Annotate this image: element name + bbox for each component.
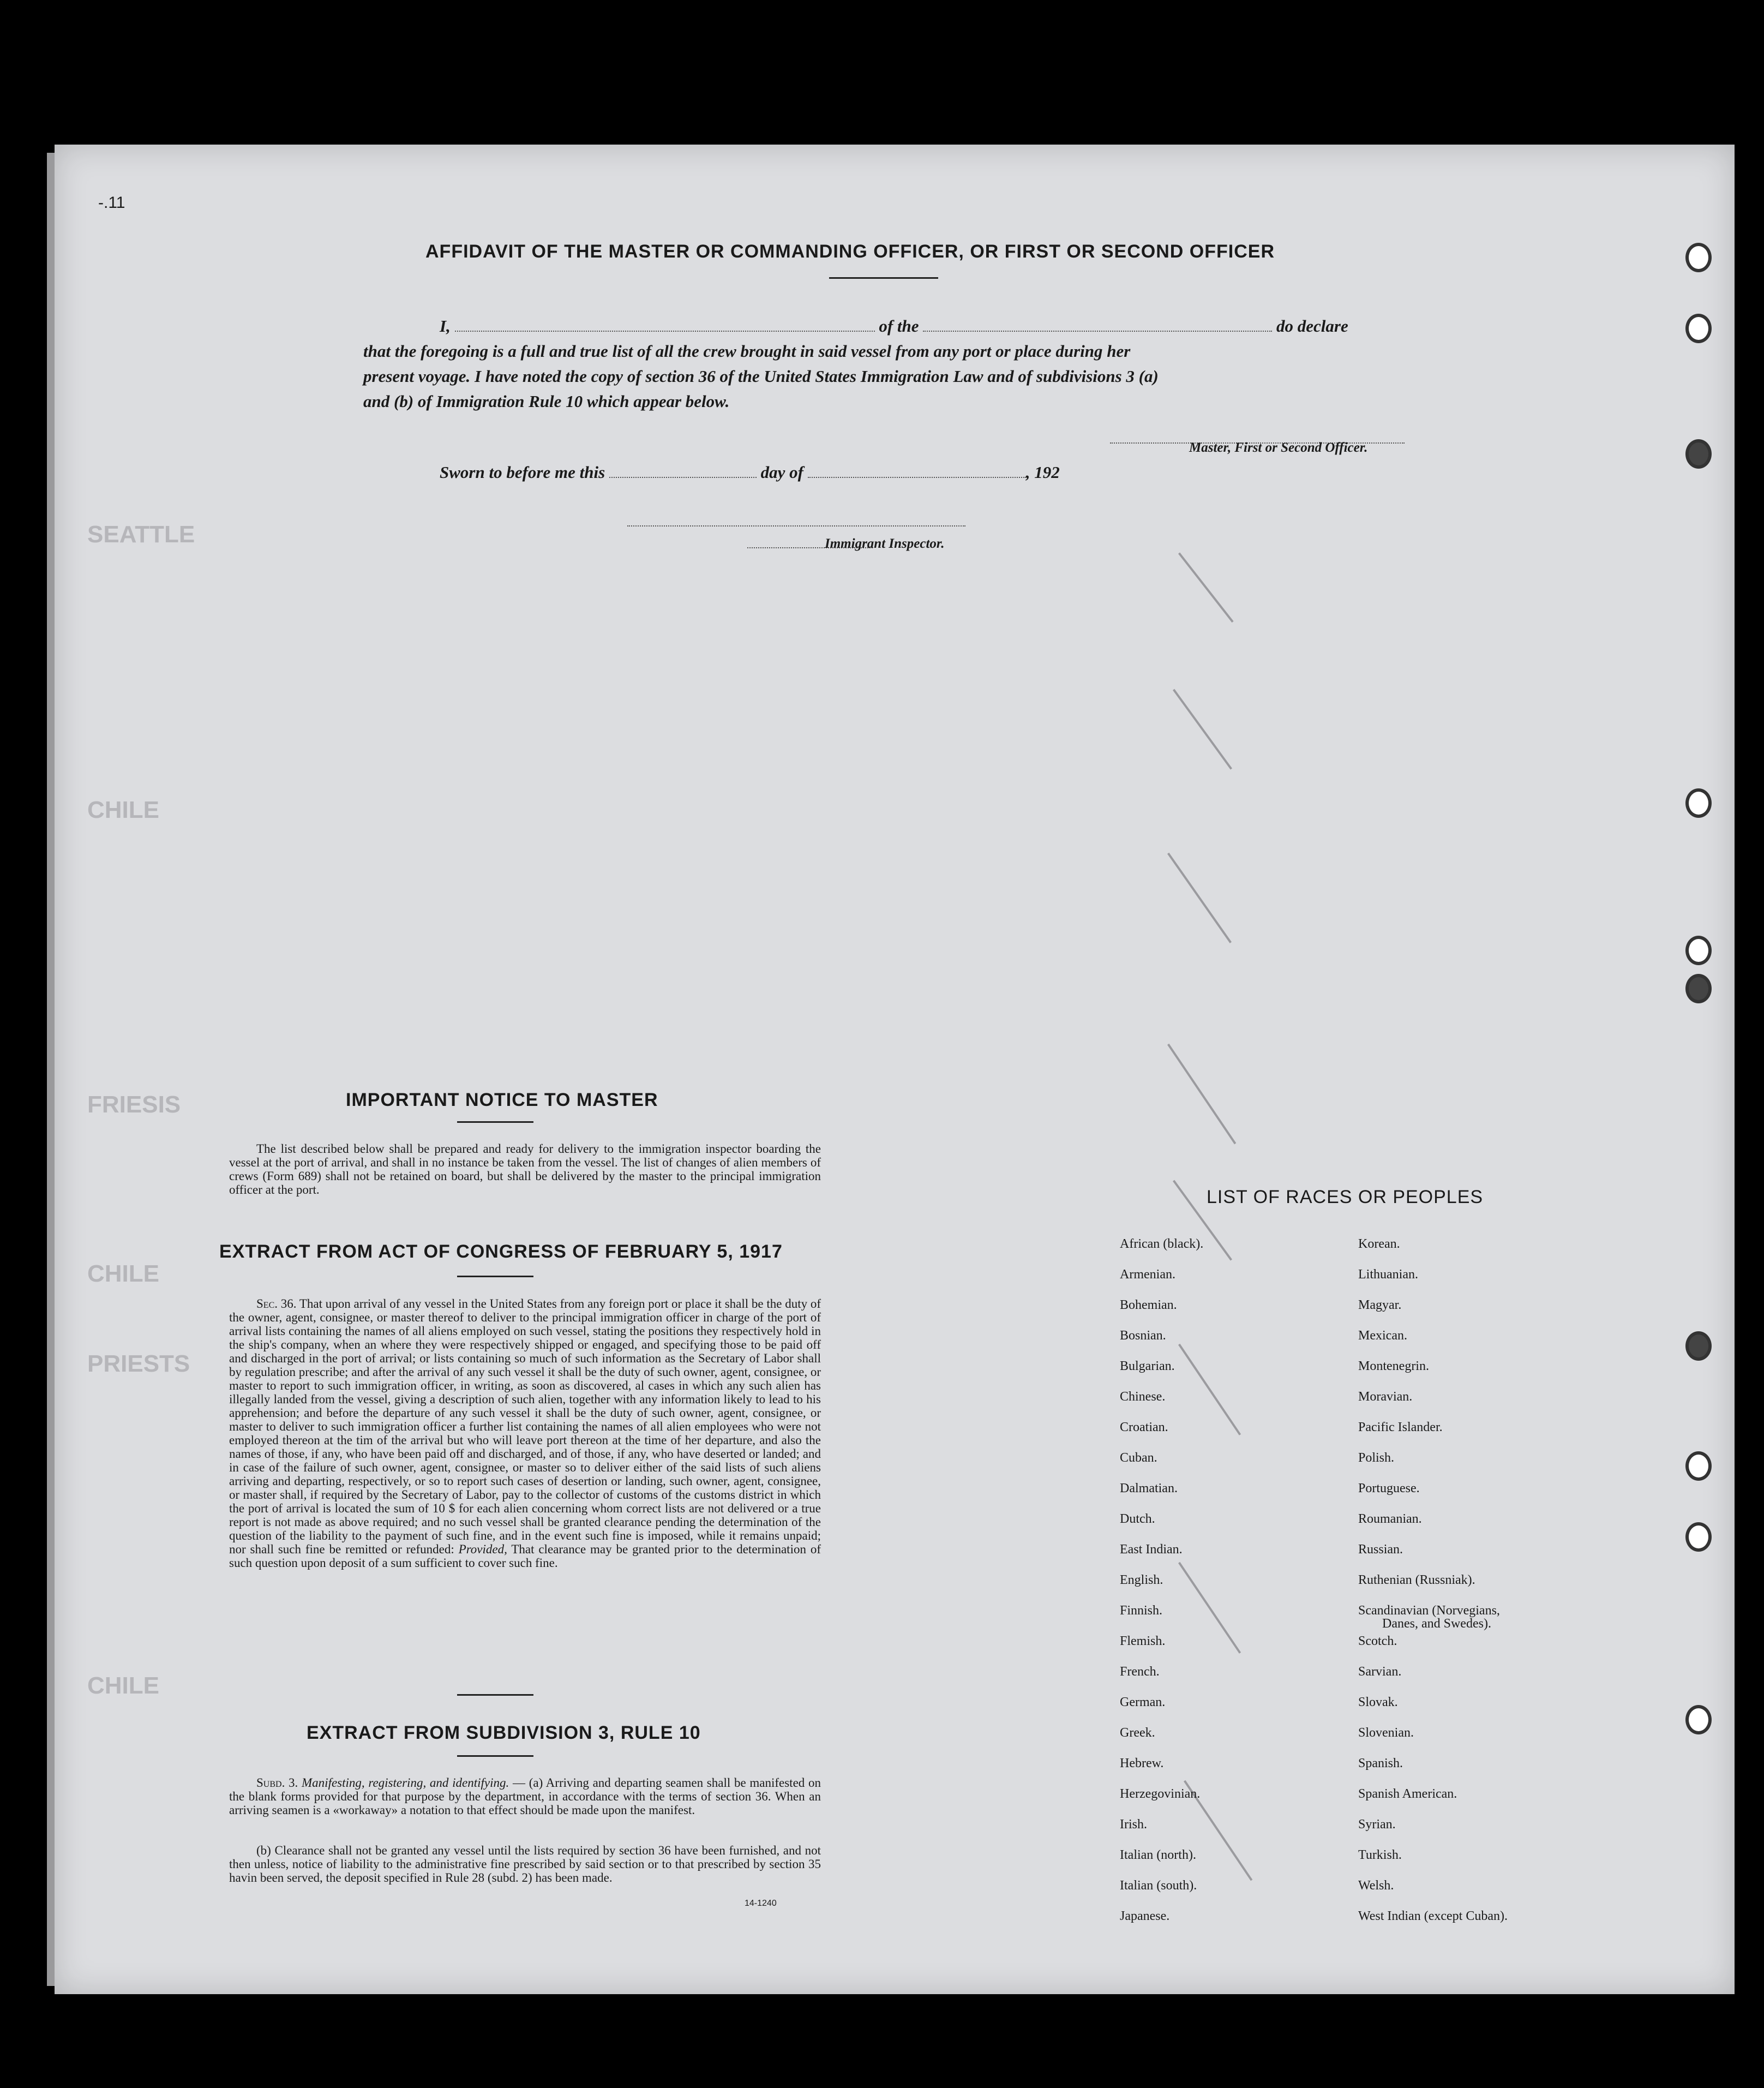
inspector-label: Immigrant Inspector.	[825, 536, 945, 551]
affidavit-i: I,	[440, 316, 451, 336]
provided-label: Provided,	[458, 1542, 507, 1556]
bleed-through-text: CHILE	[87, 1672, 159, 1699]
race-item: Dutch.	[1120, 1512, 1155, 1526]
race-item: Armenian.	[1120, 1267, 1175, 1282]
race-item: Polish.	[1358, 1451, 1395, 1465]
bleed-through-text: CHILE	[87, 797, 159, 823]
binder-hole	[1685, 1705, 1712, 1734]
act-heading: EXTRACT FROM ACT OF CONGRESS OF FEBRUARY 5, 1917	[219, 1241, 783, 1262]
races-left-column	[1120, 1236, 1203, 1939]
race-item: Spanish American.	[1358, 1787, 1457, 1801]
race-item: Croatian.	[1120, 1420, 1168, 1434]
race-item: Pacific Islander.	[1358, 1420, 1443, 1434]
race-item: Greek.	[1120, 1726, 1155, 1740]
race-item: Korean.	[1358, 1237, 1400, 1251]
rule-heading: EXTRACT FROM SUBDIVISION 3, RULE 10	[307, 1722, 701, 1743]
race-item: French.	[1120, 1665, 1160, 1679]
race-item: Scotch.	[1358, 1634, 1397, 1648]
race-item: West Indian (except Cuban).	[1358, 1909, 1508, 1923]
heading-rule	[829, 277, 938, 279]
race-item: Hebrew.	[1120, 1756, 1164, 1770]
race-item: Spanish.	[1358, 1756, 1403, 1770]
sec-36-text: That upon arrival of any vessel in the United States from any foreign port or place it shall be the duty of the owner, agent, consignee, or master thereof to deliver to the principal immigration officer in charge of the port of arrival lists containing the names of all aliens employed on such vessel, stating the positions they respectively hold in the ship's company, when an where they were respectively shipped or engaged, and specifying those to be paid off and discharged in the port of arrival; or lists containing so much of such information as the Secretary of Labor shall by regulation prescribe; and after the arrival of any such vessel it shall be the duty of such owner, agent, consignee, or master to report to such immigration officer, in writing, as soon as discovered, al cases in which any such alien has illegally landed from the vessel, giving a description of such alien, together with any information likely to lead to his apprehension; and before the departure of any such vessel it shall be the duty of such owner, agent, consignee, or master to deliver to such immigration officer a further list containing the names of all alien employees who were not employed thereon at the tim of the arrival but who will leave port thereon at the time of her departure, and also the names of those, if any, who have been paid off and discharged, and of those, if any, who have deserted or landed; and in case of the failure of such owner, agent, consignee, or master so to deliver either of the said lists of such aliens arriving and departing, respectively, or so to report such cases of desertion or landing, such owner, agent, consignee, or master shall, if required by the Secretary of Labor, pay to the collector of customs of the customs district in which the port of arrival is located the sum of 10 $ for each alien concerning whom correct lists are not delivered or a true report is not made as above required; and no such vessel shall be granted clearance pending the determination of the question of the liability to the payment of such fine, and in the event such fine is imposed, while it remains unpaid; nor shall such fine be remitted or refunded:	[229, 1297, 821, 1556]
race-item: Welsh.	[1358, 1878, 1394, 1893]
notice-body: The list described below shall be prepared and ready for delivery to the immigration inspector boarding the vessel at the port of arrival, and shall in no instance be taken from the vessel. The list of changes of alien members of crews (Form 689) shall not be retained on board, but shall be delivered by the master to the principal immigration officer at the port.	[229, 1142, 821, 1196]
race-item: Chinese.	[1120, 1390, 1166, 1404]
master-signature-label: Master, First or Second Officer.	[1189, 440, 1368, 455]
check-mark	[1178, 553, 1234, 623]
affidavit-of-the: of the	[879, 316, 919, 336]
year-label: , 192	[1025, 463, 1060, 482]
binder-hole	[1685, 1451, 1712, 1481]
race-item: Flemish.	[1120, 1634, 1166, 1648]
affidavit-line1	[440, 314, 1465, 339]
affidavit-heading: AFFIDAVIT OF THE MASTER OR COMMANDING OFFICER, OR FIRST OR SECOND OFFICER	[425, 241, 1275, 262]
race-item: East Indian.	[1120, 1542, 1183, 1557]
race-item: English.	[1120, 1573, 1163, 1587]
affidavit-line4: and (b) of Immigration Rule 10 which appear below.	[363, 392, 730, 411]
name-field[interactable]	[455, 316, 875, 332]
race-item: Turkish.	[1358, 1848, 1402, 1862]
race-item: Mexican.	[1358, 1329, 1407, 1343]
race-item: Moravian.	[1358, 1390, 1413, 1404]
check-mark	[1173, 689, 1232, 770]
rule-para-b: (b) Clearance shall not be granted any vessel until the lists required by section 36 have been furnished, and not then unless, notice of liability to the administrative fine prescribed by said section or to that prescribed by section 35 havin been served, the deposit specified in Rule 28 (subd. 2) has been made.	[229, 1844, 821, 1884]
race-item: Bosnian.	[1120, 1329, 1166, 1343]
race-item: Syrian.	[1358, 1817, 1396, 1832]
vessel-field[interactable]	[923, 316, 1272, 332]
document-page	[55, 145, 1735, 1994]
binder-hole	[1685, 788, 1712, 818]
race-item: Japanese.	[1120, 1909, 1170, 1923]
race-item: Herzegovinian.	[1120, 1787, 1201, 1801]
race-item: Slovak.	[1358, 1695, 1398, 1709]
race-item: Irish.	[1120, 1817, 1147, 1832]
race-item: Italian (north).	[1120, 1848, 1196, 1862]
sworn-label: Sworn to before me this	[440, 463, 605, 482]
check-mark	[1167, 1044, 1236, 1145]
race-item: Russian.	[1358, 1542, 1403, 1557]
race-item: Montenegrin.	[1358, 1359, 1429, 1373]
subd-title: Manifesting, registering, and identifying.	[302, 1776, 509, 1790]
race-item: Slovenian.	[1358, 1726, 1414, 1740]
binder-hole	[1685, 243, 1712, 272]
check-mark	[1167, 853, 1232, 943]
race-item: Scandinavian (Norvegians,	[1358, 1604, 1500, 1618]
sec-label: Sec. 36.	[256, 1297, 297, 1311]
race-item: Danes, and Swedes).	[1382, 1617, 1491, 1631]
races-right-column	[1358, 1236, 1508, 1939]
bleed-through-text: FRIESIS	[87, 1091, 181, 1118]
races-heading: LIST OF RACES OR PEOPLES	[1207, 1187, 1484, 1207]
act-body	[229, 1297, 821, 1570]
heading-rule	[457, 1276, 533, 1277]
race-item: Italian (south).	[1120, 1878, 1197, 1893]
corner-mark: -.11	[98, 194, 125, 212]
race-item: Sarvian.	[1358, 1665, 1402, 1679]
binder-hole	[1685, 974, 1712, 1003]
section-rule	[457, 1694, 533, 1696]
affidavit-declare: do declare	[1276, 316, 1348, 336]
sworn-month-field[interactable]	[808, 463, 1026, 478]
inspector-signature-line[interactable]	[627, 511, 965, 527]
affidavit-line3: present voyage. I have noted the copy of section 36 of the United States Immigration Law and of subdivisions 3 (a)	[363, 367, 1159, 386]
race-item: Ruthenian (Russniak).	[1358, 1573, 1475, 1587]
race-item: Roumanian.	[1358, 1512, 1422, 1526]
race-item: Finnish.	[1120, 1604, 1163, 1618]
sworn-day-field[interactable]	[609, 463, 757, 478]
heading-rule	[457, 1121, 533, 1123]
bleed-through-text: CHILE	[87, 1260, 159, 1287]
affidavit-line2: that the foregoing is a full and true list of all the crew brought in said vessel from any port or place during her	[363, 342, 1131, 361]
race-item: German.	[1120, 1695, 1166, 1709]
binder-hole	[1685, 936, 1712, 965]
binder-hole	[1685, 1331, 1712, 1361]
subd-label: Subd. 3.	[256, 1776, 298, 1790]
sworn-line	[440, 460, 1060, 485]
form-number: 14-1240	[745, 1899, 777, 1908]
binder-hole	[1685, 1522, 1712, 1552]
day-of-label: day of	[760, 463, 803, 482]
race-item: Cuban.	[1120, 1451, 1157, 1465]
binder-hole	[1685, 439, 1712, 469]
sec-36-end: That clearance may be granted prior to the determination of such question upon deposit of a sum sufficient to cover such fine.	[229, 1542, 821, 1570]
race-item: Bohemian.	[1120, 1298, 1177, 1312]
race-item: African (black).	[1120, 1237, 1204, 1251]
binder-hole	[1685, 314, 1712, 343]
bleed-through-text: PRIESTS	[87, 1350, 190, 1377]
para-a-text: — (a) Arriving and departing seamen shall be manifested on the blank forms provided for that purpose by the department, in accordance with the terms of section 36. When an arriving seamen is a «workaway» a notation to that effect should be made upon the manifest.	[229, 1776, 821, 1817]
race-item: Lithuanian.	[1358, 1267, 1418, 1282]
race-item: Dalmatian.	[1120, 1481, 1178, 1495]
race-item: Portuguese.	[1358, 1481, 1420, 1495]
race-item: Magyar.	[1358, 1298, 1402, 1312]
notice-heading: IMPORTANT NOTICE TO MASTER	[346, 1090, 658, 1110]
heading-rule	[457, 1755, 533, 1757]
rule-para-a	[229, 1776, 821, 1817]
bleed-through-text: SEATTLE	[87, 521, 195, 548]
race-item: Bulgarian.	[1120, 1359, 1175, 1373]
